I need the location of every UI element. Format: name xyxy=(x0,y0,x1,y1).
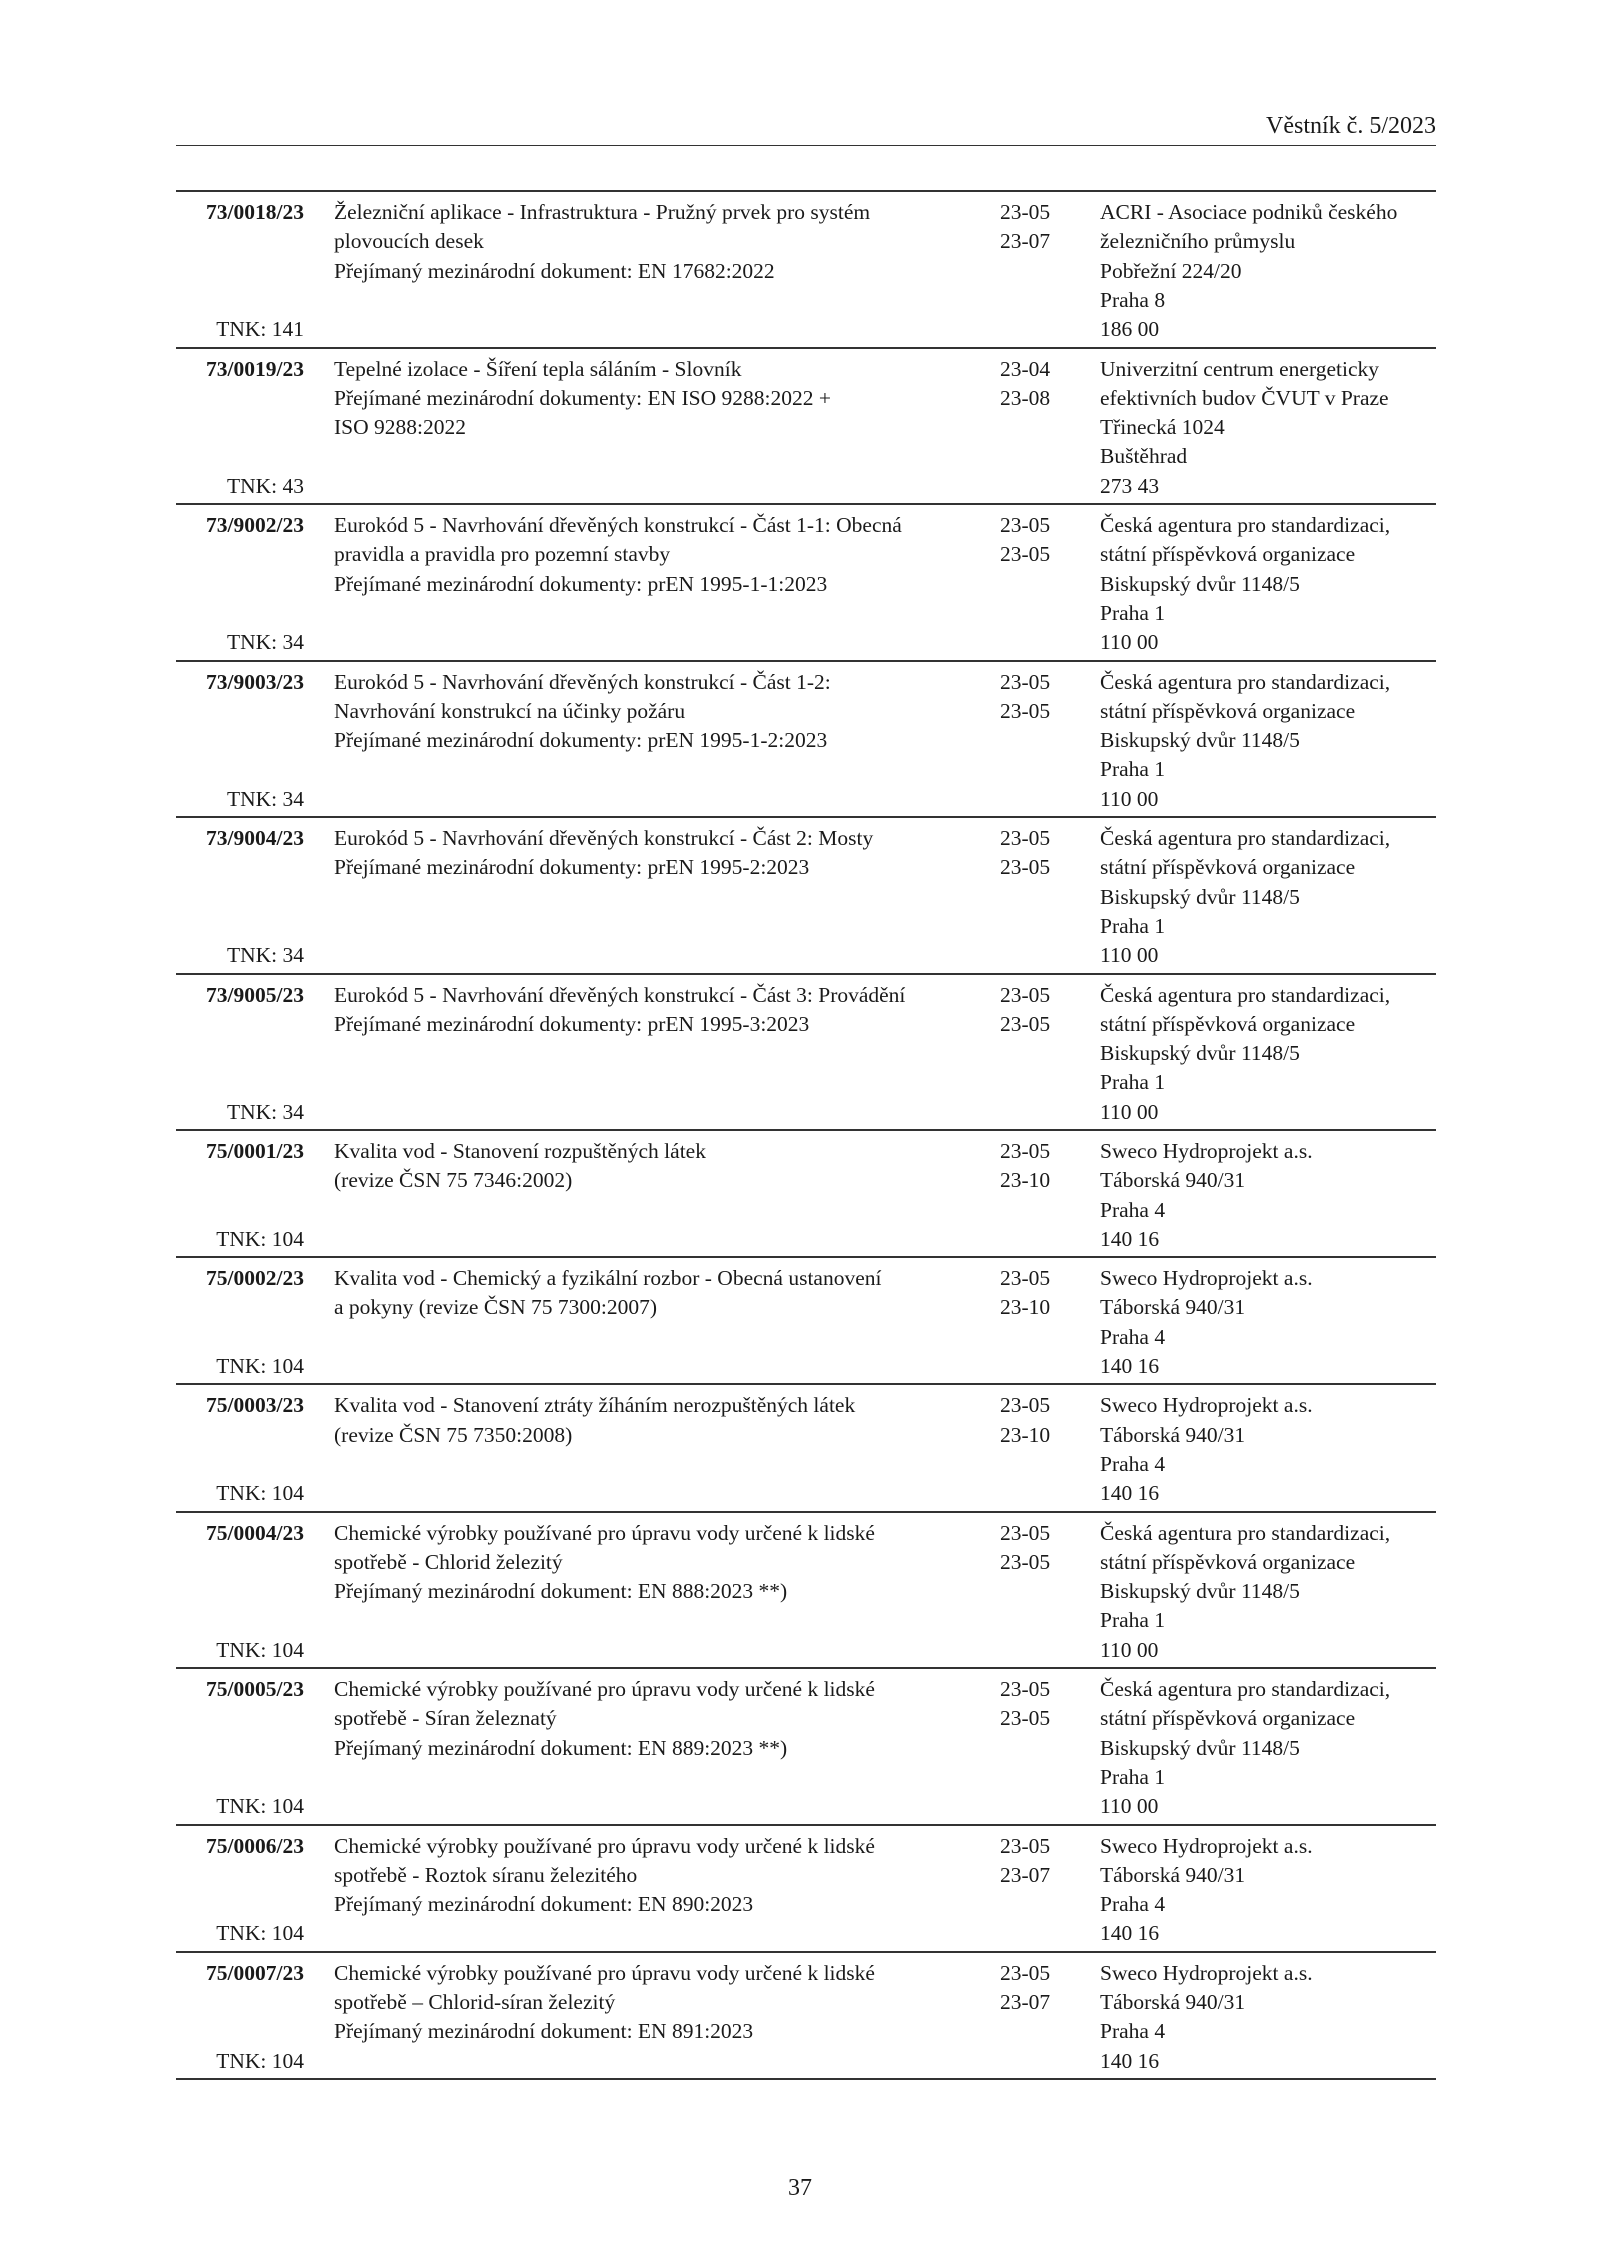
standard-title-line: Chemické výrobky používané pro úpravu vody určené k lidské xyxy=(334,1960,875,1985)
standard-title-line: Kvalita vod - Stanovení rozpuštěných látek xyxy=(334,1139,706,1163)
table-row xyxy=(176,1826,1436,1953)
standard-dates-line: 23-05 xyxy=(1000,1833,1051,1858)
processor-organization-line: 110 00 xyxy=(1100,786,1159,811)
standard-title-line: Chemické výrobky používané pro úpravu vody určené k lidské xyxy=(334,1520,875,1545)
processor-organization-line: 140 16 xyxy=(1100,2048,1160,2073)
processor-organization xyxy=(1100,1137,1440,1254)
standard-title-line: Chemické výrobky používané pro úpravu vody určené k lidské xyxy=(334,1677,875,1702)
standard-dates-line: 23-05 xyxy=(1000,1011,1051,1036)
table-row xyxy=(176,1513,1436,1670)
standard-dates-line: 23-05 xyxy=(1000,1520,1051,1545)
standard-title-line: Eurokód 5 - Navrhování dřevěných konstrukcí - Část 2: Mosty xyxy=(334,826,874,850)
tnk-number: TNK: 104 xyxy=(216,1226,304,1251)
processor-organization-line: Sweco Hydroprojekt a.s. xyxy=(1100,1960,1313,1985)
standard-title-line: spotřebě - Roztok síranu železitého xyxy=(334,1862,638,1887)
standard-code: 75/0004/23 xyxy=(206,1520,304,1545)
processor-organization xyxy=(1100,668,1440,814)
standard-dates-line: 23-07 xyxy=(1000,1990,1051,2015)
standard-title-line: Navrhování konstrukcí na účinky požáru xyxy=(334,698,686,723)
processor-organization-line: 140 16 xyxy=(1100,1921,1160,1946)
processor-organization-line: Sweco Hydroprojekt a.s. xyxy=(1100,1139,1313,1163)
standard-title-line: Eurokód 5 - Navrhování dřevěných konstrukcí - Část 1-1: Obecná xyxy=(334,513,902,537)
processor-organization-line: Sweco Hydroprojekt a.s. xyxy=(1100,1393,1313,1418)
standard-dates-line: 23-05 xyxy=(1000,1549,1051,1574)
standard-dates-line: 23-05 xyxy=(1000,200,1051,224)
processor-organization-line: Praha 4 xyxy=(1100,1324,1166,1349)
table-row xyxy=(176,1258,1436,1385)
table-row xyxy=(176,1669,1436,1826)
standard-dates-line: 23-05 xyxy=(1000,826,1051,850)
page-header-title: Věstník č. 5/2023 xyxy=(1266,113,1436,139)
table-row xyxy=(176,192,1436,349)
standard-dates-line: 23-05 xyxy=(1000,855,1051,880)
processor-organization-line: efektivních budov ČVUT v Praze xyxy=(1100,385,1389,410)
standard-title-line: (revize ČSN 75 7350:2008) xyxy=(334,1422,573,1447)
processor-organization xyxy=(1100,198,1440,344)
processor-organization-line: Biskupský dvůr 1148/5 xyxy=(1100,1041,1300,1066)
standard-dates-line: 23-05 xyxy=(1000,698,1051,723)
standard-title-line: Přejímané mezinárodní dokumenty: prEN 1995-2:2023 xyxy=(334,855,810,880)
standard-dates-line: 23-04 xyxy=(1000,356,1051,381)
processor-organization-line: Biskupský dvůr 1148/5 xyxy=(1100,1735,1300,1760)
processor-organization-line: Praha 1 xyxy=(1100,913,1166,938)
processor-organization-line: Táborská 940/31 xyxy=(1100,1862,1246,1887)
tnk-number: TNK: 104 xyxy=(216,1637,304,1662)
processor-organization-line: Praha 1 xyxy=(1100,1764,1166,1789)
standard-dates-line: 23-10 xyxy=(1000,1295,1051,1320)
processor-organization-line: 140 16 xyxy=(1100,1354,1160,1379)
standard-title-line: plovoucích desek xyxy=(334,229,484,254)
processor-organization-line: Táborská 940/31 xyxy=(1100,1422,1246,1447)
standard-dates-line: 23-05 xyxy=(1000,1266,1051,1291)
table-row xyxy=(176,349,1436,506)
standard-title-line: Tepelné izolace - Šíření tepla sáláním - Slovník xyxy=(334,356,742,381)
processor-organization-line: Praha 4 xyxy=(1100,1892,1166,1917)
standard-dates-line: 23-05 xyxy=(1000,542,1051,567)
processor-organization-line: Buštěhrad xyxy=(1100,444,1188,469)
processor-organization xyxy=(1100,511,1440,657)
processor-organization-line: Praha 1 xyxy=(1100,757,1166,782)
processor-organization-line: Česká agentura pro standardizaci, xyxy=(1100,513,1391,537)
standard-code: 75/0007/23 xyxy=(206,1960,304,1985)
standard-title-line: spotřebě – Chlorid-síran železitý xyxy=(334,1990,616,2015)
processor-organization xyxy=(1100,1264,1440,1381)
processor-organization-line: ACRI - Asociace podniků českého xyxy=(1100,200,1398,224)
processor-organization-line: státní příspěvková organizace xyxy=(1100,1706,1356,1731)
standard-code: 73/9004/23 xyxy=(206,826,304,850)
processor-organization-line: 140 16 xyxy=(1100,1226,1160,1251)
standard-code: 75/0001/23 xyxy=(206,1139,304,1163)
processor-organization-line: státní příspěvková organizace xyxy=(1100,855,1356,880)
standard-title-line: Přejímaný mezinárodní dokument: EN 891:2023 xyxy=(334,2019,754,2044)
table-row xyxy=(176,505,1436,662)
processor-organization-line: 110 00 xyxy=(1100,1099,1159,1124)
standard-code: 73/0018/23 xyxy=(206,200,304,224)
standard-title-line: Přejímané mezinárodní dokumenty: prEN 1995-1-2:2023 xyxy=(334,728,828,753)
processor-organization-line: Táborská 940/31 xyxy=(1100,1990,1246,2015)
standard-title-line: Železniční aplikace - Infrastruktura - Pružný prvek pro systém xyxy=(334,200,871,224)
standard-dates-line: 23-10 xyxy=(1000,1422,1051,1447)
processor-organization-line: státní příspěvková organizace xyxy=(1100,542,1356,567)
standard-title-line: (revize ČSN 75 7346:2002) xyxy=(334,1168,573,1193)
processor-organization-line: Praha 8 xyxy=(1100,287,1166,312)
processor-organization-line: 273 43 xyxy=(1100,473,1160,498)
processor-organization-line: Táborská 940/31 xyxy=(1100,1295,1246,1320)
table-row xyxy=(176,662,1436,819)
processor-organization-line: 110 00 xyxy=(1100,943,1159,968)
standard-title-line: Přejímaný mezinárodní dokument: EN 890:2023 xyxy=(334,1892,754,1917)
standard-title-line: spotřebě - Chlorid železitý xyxy=(334,1549,563,1574)
standard-title-line: a pokyny (revize ČSN 75 7300:2007) xyxy=(334,1295,658,1320)
standard-title-line: Přejímané mezinárodní dokumenty: prEN 1995-3:2023 xyxy=(334,1011,810,1036)
standard-dates-line: 23-05 xyxy=(1000,1960,1051,1985)
standard-code: 73/9003/23 xyxy=(206,669,304,694)
standard-code: 73/9005/23 xyxy=(206,982,304,1007)
processor-organization-line: 110 00 xyxy=(1100,1794,1159,1819)
processor-organization-line: Univerzitní centrum energeticky xyxy=(1100,356,1379,381)
standard-dates-line: 23-05 xyxy=(1000,1677,1051,1702)
standard-title-line: Přejímaný mezinárodní dokument: EN 888:2023 **) xyxy=(334,1579,788,1604)
standard-title-line: Kvalita vod - Chemický a fyzikální rozbor - Obecná ustanovení xyxy=(334,1266,882,1291)
tnk-number: TNK: 104 xyxy=(216,1354,304,1379)
tnk-number: TNK: 34 xyxy=(226,786,304,811)
standard-code: 75/0005/23 xyxy=(206,1677,304,1702)
standard-title-line: Chemické výrobky používané pro úpravu vody určené k lidské xyxy=(334,1833,875,1858)
processor-organization-line: 140 16 xyxy=(1100,1481,1160,1506)
processor-organization xyxy=(1100,1519,1440,1665)
standard-title-line: ISO 9288:2022 xyxy=(334,415,466,440)
processor-organization xyxy=(1100,355,1440,501)
standard-title-line: Eurokód 5 - Navrhování dřevěných konstrukcí - Část 3: Provádění xyxy=(334,982,906,1007)
standard-dates-line: 23-05 xyxy=(1000,1393,1051,1418)
standard-dates-line: 23-08 xyxy=(1000,385,1051,410)
page-number: 37 xyxy=(788,2175,812,2201)
processor-organization xyxy=(1100,1959,1440,2076)
standard-code: 73/0019/23 xyxy=(206,356,304,381)
processor-organization-line: Praha 1 xyxy=(1100,600,1166,625)
processor-organization-line: Česká agentura pro standardizaci, xyxy=(1100,982,1391,1007)
standard-dates-line: 23-07 xyxy=(1000,1862,1051,1887)
processor-organization-line: Sweco Hydroprojekt a.s. xyxy=(1100,1833,1313,1858)
standard-title-line: Přejímaný mezinárodní dokument: EN 889:2023 **) xyxy=(334,1735,788,1760)
table-row xyxy=(176,818,1436,975)
standard-dates-line: 23-05 xyxy=(1000,669,1051,694)
tnk-number: TNK: 104 xyxy=(216,1481,304,1506)
standard-code: 73/9002/23 xyxy=(206,513,304,537)
processor-organization-line: Biskupský dvůr 1148/5 xyxy=(1100,728,1300,753)
processor-organization-line: Praha 1 xyxy=(1100,1070,1166,1095)
standard-dates-line: 23-05 xyxy=(1000,1139,1051,1163)
header-rule xyxy=(176,145,1436,146)
processor-organization-line: železničního průmyslu xyxy=(1100,229,1296,254)
table-row xyxy=(176,975,1436,1132)
processor-organization xyxy=(1100,1832,1440,1949)
processor-organization xyxy=(1100,981,1440,1127)
processor-organization-line: Biskupský dvůr 1148/5 xyxy=(1100,571,1300,596)
tnk-number: TNK: 104 xyxy=(216,1794,304,1819)
table-row xyxy=(176,1131,1436,1258)
processor-organization-line: státní příspěvková organizace xyxy=(1100,698,1356,723)
standard-title-line: Přejímané mezinárodní dokumenty: prEN 1995-1-1:2023 xyxy=(334,571,828,596)
processor-organization-line: Táborská 940/31 xyxy=(1100,1168,1246,1193)
standard-title-line: Přejímaný mezinárodní dokument: EN 17682:2022 xyxy=(334,258,775,283)
standard-dates-line: 23-05 xyxy=(1000,513,1051,537)
standards-table xyxy=(176,190,1436,2080)
processor-organization-line: 110 00 xyxy=(1100,1637,1159,1662)
standard-code: 75/0002/23 xyxy=(206,1266,304,1291)
processor-organization-line: státní příspěvková organizace xyxy=(1100,1011,1356,1036)
processor-organization-line: Praha 4 xyxy=(1100,1451,1166,1476)
tnk-number: TNK: 104 xyxy=(216,1921,304,1946)
table-row xyxy=(176,1385,1436,1512)
processor-organization-line: Praha 1 xyxy=(1100,1608,1166,1633)
processor-organization-line: Česká agentura pro standardizaci, xyxy=(1100,1677,1391,1702)
tnk-number: TNK: 34 xyxy=(226,1099,304,1124)
processor-organization-line: Praha 4 xyxy=(1100,2019,1166,2044)
processor-organization-line: Praha 4 xyxy=(1100,1197,1166,1222)
standard-dates-line: 23-07 xyxy=(1000,229,1051,254)
standard-code: 75/0003/23 xyxy=(206,1393,304,1418)
processor-organization-line: Česká agentura pro standardizaci, xyxy=(1100,1520,1391,1545)
standard-code: 75/0006/23 xyxy=(206,1833,304,1858)
standard-dates-line: 23-05 xyxy=(1000,982,1051,1007)
processor-organization-line: Česká agentura pro standardizaci, xyxy=(1100,669,1391,694)
processor-organization-line: Biskupský dvůr 1148/5 xyxy=(1100,884,1300,909)
processor-organization-line: Pobřežní 224/20 xyxy=(1100,258,1242,283)
processor-organization-line: 110 00 xyxy=(1100,630,1159,655)
tnk-number: TNK: 34 xyxy=(226,943,304,968)
tnk-number: TNK: 34 xyxy=(226,630,304,655)
standard-title-line: Přejímané mezinárodní dokumenty: EN ISO 9288:2022 + xyxy=(334,385,831,410)
standard-title-line: spotřebě - Síran železnatý xyxy=(334,1706,557,1731)
processor-organization-line: Česká agentura pro standardizaci, xyxy=(1100,826,1391,850)
standard-title-line: Eurokód 5 - Navrhování dřevěných konstrukcí - Část 1-2: xyxy=(334,669,831,694)
processor-organization-line: státní příspěvková organizace xyxy=(1100,1549,1356,1574)
tnk-number: TNK: 104 xyxy=(216,2048,304,2073)
processor-organization-line: Sweco Hydroprojekt a.s. xyxy=(1100,1266,1313,1291)
standard-title-line: pravidla a pravidla pro pozemní stavby xyxy=(334,542,671,567)
processor-organization xyxy=(1100,824,1440,970)
tnk-number: TNK: 43 xyxy=(226,473,304,498)
standard-dates-line: 23-05 xyxy=(1000,1706,1051,1731)
processor-organization xyxy=(1100,1675,1440,1821)
table-row xyxy=(176,1953,1436,2080)
processor-organization-line: Biskupský dvůr 1148/5 xyxy=(1100,1579,1300,1604)
standard-dates-line: 23-10 xyxy=(1000,1168,1051,1193)
processor-organization-line: Třinecká 1024 xyxy=(1100,415,1225,440)
tnk-number: TNK: 141 xyxy=(216,317,304,342)
processor-organization-line: 186 00 xyxy=(1100,317,1160,342)
processor-organization xyxy=(1100,1391,1440,1508)
standard-title-line: Kvalita vod - Stanovení ztráty žíháním nerozpuštěných látek xyxy=(334,1393,856,1418)
